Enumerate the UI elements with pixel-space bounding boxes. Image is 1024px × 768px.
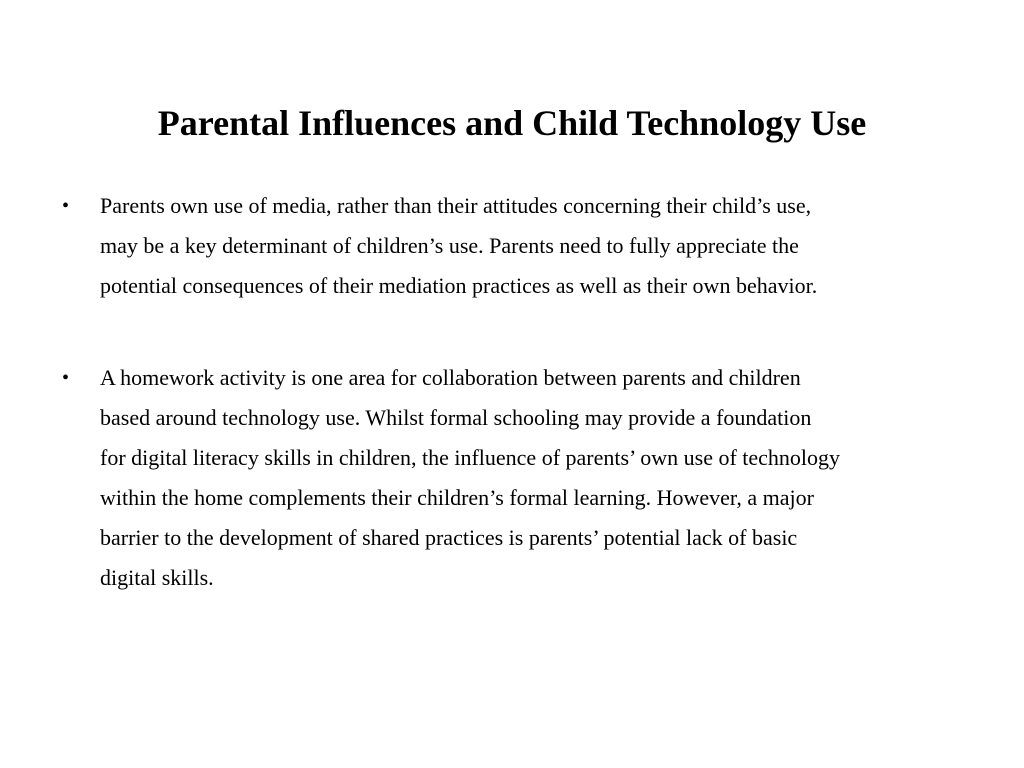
bullet-text-line: within the home complements their children’s formal learning. However, a major xyxy=(100,485,814,510)
bullet-dot-icon: • xyxy=(62,195,70,217)
bullet-text-line: may be a key determinant of children’s use. Parents need to fully appreciate the xyxy=(100,233,799,258)
bullet-text-line: barrier to the development of shared practices is parents’ potential lack of basic xyxy=(100,525,798,550)
bullet-text-line: based around technology use. Whilst formal schooling may provide a foundation xyxy=(100,405,812,430)
bullet-text-line: A homework activity is one area for collaboration between parents and children xyxy=(100,365,801,390)
bullet-text-line: Parents own use of media, rather than their attitudes concerning their child’s use, xyxy=(100,193,812,218)
bullet-item-1 xyxy=(0,186,1024,306)
slide-title: Parental Influences and Child Technology Use xyxy=(157,103,867,143)
bullet-text-line: for digital literacy skills in children, the influence of parents’ own use of technology xyxy=(100,445,841,470)
bullet-text-line: digital skills. xyxy=(100,565,214,590)
bullet-item-2 xyxy=(0,358,1024,598)
bullet-list xyxy=(0,186,1024,598)
bullet-dot-icon: • xyxy=(62,367,70,389)
bullet-text-line: potential consequences of their mediation practices as well as their own behavior. xyxy=(100,273,818,298)
